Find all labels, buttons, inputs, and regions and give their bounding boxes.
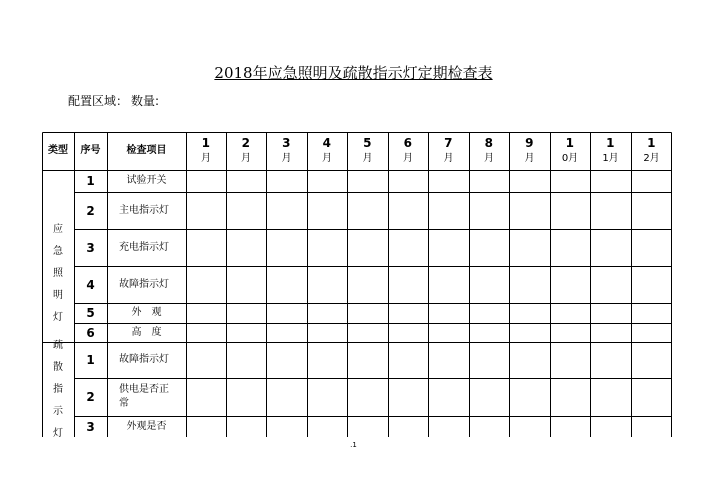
area-label: 配置区域： [68, 94, 129, 108]
row-item: 故障指示灯 [119, 354, 169, 365]
type-char: 疏 [53, 339, 63, 351]
row-seq: 4 [86, 277, 95, 292]
month-header [469, 132, 509, 170]
type-char: 明 [53, 289, 63, 301]
row-item: 试验开关 [126, 175, 167, 186]
config-line [68, 92, 159, 109]
month-number: 1 [606, 136, 615, 150]
month-suffix: 月 [201, 153, 211, 164]
month-number: 2 [241, 136, 251, 150]
month-suffix: 月 [362, 153, 373, 164]
row-item: 外 观 [131, 307, 162, 318]
row-seq: 2 [86, 390, 95, 404]
month-header [550, 132, 590, 170]
type-char: 照 [53, 267, 63, 279]
row-item: 外观是否 [126, 420, 167, 432]
row-item: 高 度 [131, 326, 162, 338]
month-number: 9 [525, 136, 534, 150]
month-suffix: 月 [403, 153, 413, 164]
month-header [590, 132, 631, 170]
month-number: 1 [565, 136, 575, 150]
month-header [509, 132, 550, 170]
type-char: 示 [53, 405, 63, 417]
month-number: 1 [647, 136, 656, 150]
row-seq: 3 [86, 419, 95, 434]
month-header [388, 132, 428, 170]
row-seq: 3 [86, 240, 95, 255]
header-seq: 序号 [80, 145, 101, 156]
qty-label: 数量: [131, 94, 160, 108]
row-item: 故障指示灯 [119, 278, 169, 290]
row-item: 充电指示灯 [119, 241, 169, 253]
type-char: 急 [53, 245, 63, 257]
month-header [347, 132, 388, 170]
month-number: 5 [363, 136, 372, 150]
header-type: 类型 [48, 145, 68, 156]
type-char: 灯 [53, 427, 63, 439]
page-title: 2018年应急照明及疏散指示灯定期检查表 [214, 64, 493, 82]
month-suffix: 2月 [643, 153, 660, 164]
month-suffix: 月 [443, 153, 454, 164]
header-item: 检查项目 [126, 145, 167, 156]
month-suffix: 月 [484, 153, 494, 164]
row-item: 主电指示灯 [119, 204, 169, 216]
type-group-emergency-light [42, 170, 74, 342]
type-char: 应 [53, 223, 63, 235]
type-char: 灯 [53, 311, 63, 323]
month-suffix: 0月 [561, 153, 579, 164]
month-header [186, 132, 226, 170]
month-header [266, 132, 307, 170]
row-item: 供电是否正常 [119, 384, 169, 409]
type-group-evacuation-sign [42, 339, 74, 439]
month-number: 4 [322, 136, 332, 150]
page-footer: .1 [350, 441, 357, 449]
type-char: 散 [53, 361, 63, 373]
month-suffix: 1月 [602, 153, 619, 164]
type-char: 指 [53, 383, 63, 395]
month-number: 7 [444, 136, 453, 150]
row-seq: 1 [86, 353, 95, 367]
month-suffix: 月 [524, 153, 535, 164]
row-seq: 1 [86, 174, 95, 188]
month-number: 8 [484, 136, 494, 150]
month-suffix: 月 [322, 153, 332, 164]
month-number: 3 [282, 136, 291, 150]
month-header [226, 132, 266, 170]
row-seq: 5 [86, 306, 95, 320]
month-suffix: 月 [241, 153, 251, 164]
month-header [631, 132, 672, 170]
row-seq: 2 [86, 203, 95, 218]
month-number: 1 [201, 136, 211, 150]
inspection-table [42, 132, 672, 437]
month-number: 6 [403, 136, 413, 150]
month-header [307, 132, 347, 170]
month-header [428, 132, 469, 170]
month-suffix: 月 [281, 153, 292, 164]
row-seq: 6 [86, 325, 95, 340]
